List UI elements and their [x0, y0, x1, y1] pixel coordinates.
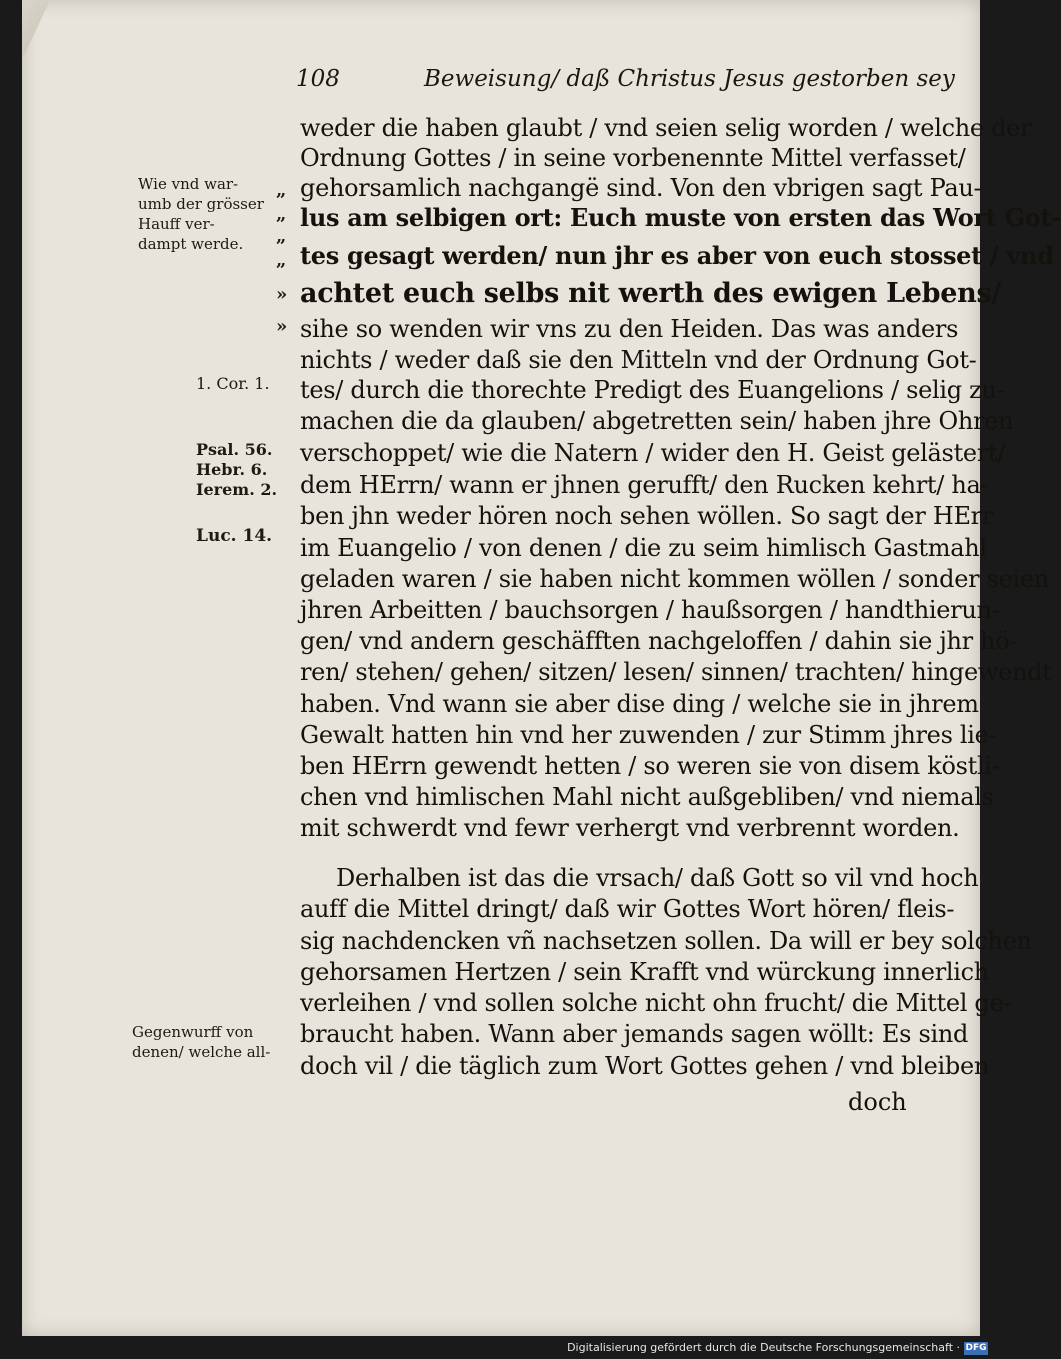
- margin-note-line: Gegenwurff von: [132, 1023, 254, 1041]
- text-line: gehorsamlich nachgangë sind. Von den vbrigen sagt Pau-: [300, 174, 982, 202]
- margin-reference: Hebr. 6.: [196, 460, 268, 479]
- text-line: ben HErrn gewendt hetten / so weren sie von disem köstli-: [300, 752, 1000, 780]
- text-line: braucht haben. Wann aber jemands sagen wöllt: Es sind: [300, 1020, 969, 1048]
- text-line: im Euangelio / von denen / die zu seim himlisch Gastmahl: [300, 534, 987, 562]
- quote-mark: »: [276, 284, 288, 305]
- quote-mark: „: [276, 204, 287, 225]
- text-line: haben. Vnd wann sie aber dise ding / welche sie in jhrem: [300, 690, 979, 718]
- page-number: 108: [296, 66, 340, 92]
- margin-reference: Luc. 14.: [196, 526, 273, 546]
- text-line: jhren Arbeitten / bauchsorgen / haußsorgen / handthierun-: [300, 596, 1000, 624]
- margin-note-line: Hauff ver-: [138, 215, 215, 233]
- margin-reference: Psal. 56.: [196, 440, 273, 459]
- text-line: sig nachdencken vñ nachsetzen sollen. Da will er bey solchen: [300, 927, 1032, 955]
- footer-credit: Digitalisierung gefördert durch die Deutsche Forschungsgemeinschaft ·: [567, 1341, 960, 1354]
- text-line: verleihen / vnd sollen solche nicht ohn frucht/ die Mittel ge-: [300, 989, 1012, 1017]
- text-line: sihe so wenden wir vns zu den Heiden. Das was anders: [300, 315, 959, 343]
- text-line: ren/ stehen/ gehen/ sitzen/ lesen/ sinnen/ trachten/ hingewendt: [300, 658, 1052, 686]
- margin-note-line: denen/ welche all-: [132, 1043, 271, 1061]
- margin-note: [138, 174, 264, 254]
- text-line: nichts / weder daß sie den Mitteln vnd der Ordnung Got-: [300, 346, 977, 374]
- text-line: Derhalben ist das die vrsach/ daß Gott so vil vnd hoch: [336, 864, 979, 892]
- text-line: Ordnung Gottes / in seine vorbenennte Mittel verfasset/: [300, 144, 966, 172]
- margin-note-line: dampt werde.: [138, 235, 244, 253]
- text-line: achtet euch selbs nit werth des ewigen Lebens/: [300, 278, 1001, 309]
- quote-mark: „: [276, 226, 287, 247]
- text-line: gehorsamen Hertzen / sein Krafft vnd würckung innerlich: [300, 958, 989, 986]
- text-line: machen die da glauben/ abgetretten sein/ haben jhre Ohren: [300, 407, 1014, 435]
- text-line: auff die Mittel dringt/ daß wir Gottes Wort hören/ fleis-: [300, 895, 955, 923]
- text-line: mit schwerdt vnd fewr verhergt vnd verbrennt worden.: [300, 814, 960, 842]
- quote-mark: „: [276, 250, 287, 271]
- text-line: dem HErrn/ wann er jhnen gerufft/ den Rucken kehrt/ ha-: [300, 471, 989, 499]
- margin-note: [132, 1022, 270, 1062]
- text-line: tes gesagt werden/ nun jhr es aber von euch stosset / vnd: [300, 241, 1054, 270]
- text-line: doch vil / die täglich zum Wort Gottes gehen / vnd bleiben: [300, 1052, 990, 1080]
- running-head: Beweisung/ daß Christus Jesus gestorben sey: [424, 66, 955, 92]
- text-line: verschoppet/ wie die Natern / wider den H. Geist gelästert/: [300, 439, 1006, 467]
- text-line: tes/ durch die thorechte Predigt des Euangelions / selig zu-: [300, 376, 1005, 404]
- dfg-logo: DFG: [965, 1343, 987, 1353]
- text-line: Gewalt hatten hin vnd her zuwenden / zur Stimm jhres lie-: [300, 721, 997, 749]
- margin-reference: Ierem. 2.: [196, 480, 278, 499]
- margin-note-line: umb der grösser: [138, 195, 264, 213]
- quote-mark: »: [276, 316, 288, 337]
- catchword: doch: [848, 1088, 907, 1116]
- margin-note-line: Wie vnd war-: [138, 175, 239, 193]
- text-line: gen/ vnd andern geschäfften nachgeloffen / dahin sie jhr hö-: [300, 627, 1018, 655]
- margin-reference: 1. Cor. 1.: [196, 374, 270, 393]
- text-line: weder die haben glaubt / vnd seien selig worden / welche der: [300, 114, 1032, 142]
- text-line: lus am selbigen ort: Euch muste von ersten das Wort Got-: [300, 203, 1061, 232]
- text-line: geladen waren / sie haben nicht kommen wöllen / sonder seien: [300, 565, 1049, 593]
- quote-mark: „: [276, 180, 287, 201]
- page-header: [296, 66, 955, 100]
- text-line: ben jhn weder hören noch sehen wöllen. So sagt der HErr: [300, 502, 994, 530]
- text-line: chen vnd himlischen Mahl nicht außgebliben/ vnd niemals: [300, 783, 994, 811]
